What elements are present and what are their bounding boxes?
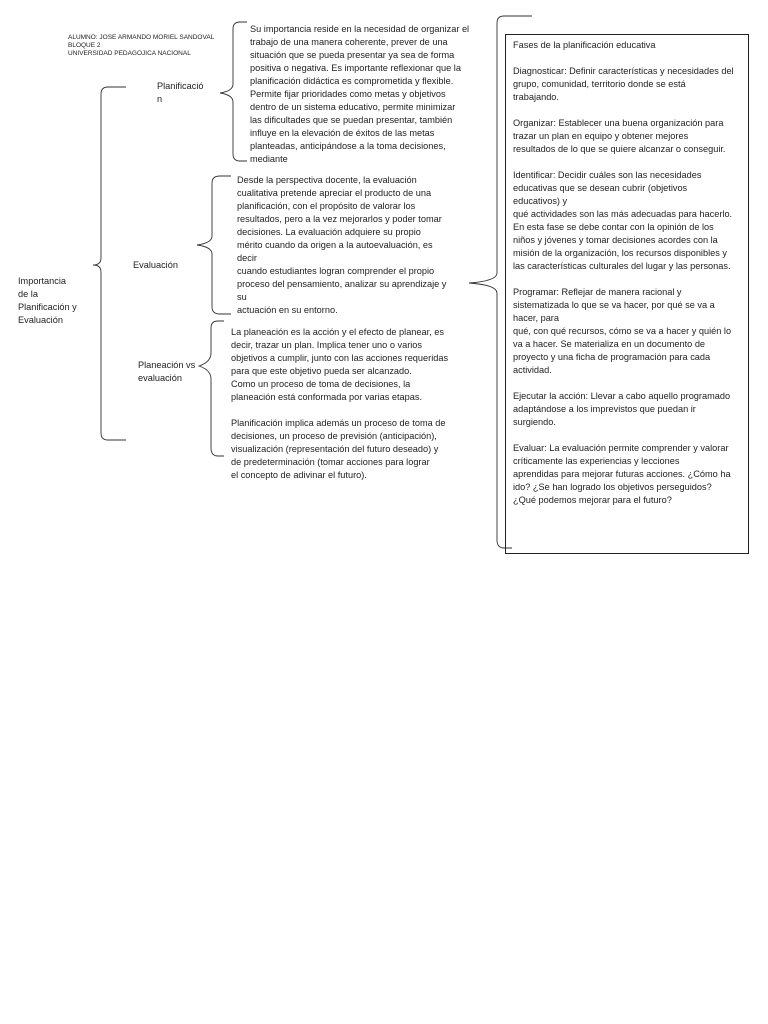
phase-programar: Programar: Reflejar de manera racional y sistematizada lo que se va hacer, por qué se va a hacer, para qué, con qué recursos, cómo se va a hacer y quién lo va a hacer. Se materializa en un documento de proyecto y una ficha de programación para cada actividad.: [513, 287, 732, 375]
phase-identificar: Identificar: Decidir cuáles son las necesidades educativas que se desean cubrir (objetivos educativos) y qué actividades son las más adecuadas para hacerlo. En esta fase se debe contar con la opinión de los niños y jóvenes y tomar decisiones acordes con la misión de la organización, los recursos disponibles y las características culturales del lugar y las personas.: [513, 170, 733, 271]
phases-title: Fases de la planificación educativa: [513, 40, 656, 50]
phase-diagnosticar: Diagnosticar: Definir características y necesidades del grupo, comunidad, territorio donde se está trabajando.: [513, 66, 734, 102]
root-label: Importancia de la Planificación y Evaluación: [18, 276, 77, 325]
university-name: UNIVERSIDAD PEDAGOJICA NACIONAL: [68, 50, 191, 57]
phase-organizar: Organizar: Establecer una buena organización para trazar un plan en equipo y obtener mejores resultados de lo que se quiere alcanzar o conseguir.: [513, 118, 726, 154]
phases-box: [505, 34, 749, 554]
planeacion-brace: [199, 321, 224, 456]
planificacion-text: Su importancia reside en la necesidad de organizar el trabajo de una manera coherente, prever de una situación que se pueda presentar ya sea de forma positiva o negativa. Es importante reflexionar que la planificación didáctica es comprometida y flexible. Permite fijar prioridades como metas y objetivos dentro de un sistema educativo, permite minimizar las dificultades que se puedan presentar, también influye en la elevación de éxitos de las metas planteadas, anticipándose a la toma decisiones, mediante: [250, 24, 470, 164]
phase-ejecutar: Ejecutar la acción: Llevar a cabo aquello programado adaptándose a los imprevistos que puedan ir surgiendo.: [513, 391, 731, 427]
branch-label-evaluacion: Evaluación: [133, 260, 178, 270]
branch-label-planificacion: Planificació n: [157, 81, 204, 104]
evaluacion-brace: [197, 176, 231, 314]
planeacion-vs-text: La planeación es la acción y el efecto de planear, es decir, trazar un plan. Implica tener uno o varios objetivos a cumplir, junto con las acciones requeridas para que este objetivo pueda ser alcanzado. Como un proceso de toma de decisiones, la planeación está conformada por varias etapas. Planificación implica además un proceso de toma de decisiones, un proceso de previsión (anticipación), visualización (representación del futuro deseado) y de predeterminación (tomar acciones para lograr el concepto de adivinar el futuro).: [231, 327, 449, 480]
branch-label-planeacion-vs: Planeación vs evaluación: [138, 360, 196, 383]
student-name: ALUMNO: JOSE ARMANDO MORIEL SANDOVAL: [68, 34, 215, 41]
phase-evaluar: Evaluar: La evaluación permite comprender y valorar críticamente las experiencias y lecciones aprendidas para mejorar futuras acciones. ¿Cómo ha ido? ¿Se han logrado los objetivos perseguidos? ¿Qué podemos mejorar para el futuro?: [513, 443, 731, 505]
main-brace: [93, 87, 126, 440]
block-label: BLOQUE 2: [68, 42, 101, 49]
evaluacion-text: Desde la perspectiva docente, la evaluación cualitativa pretende apreciar el producto de una planificación, con el propósito de valorar los resultados, pero a la vez mejorarlos y poder tomar decisiones. La evaluación adquiere su propio mérito cuando da origen a la autoevaluación, es decir cuando estudiantes logran comprender el propio proceso del pensamiento, analizar su aprendizaje y su actuación en su entorno.: [237, 175, 447, 315]
planificacion-brace: [220, 22, 247, 161]
